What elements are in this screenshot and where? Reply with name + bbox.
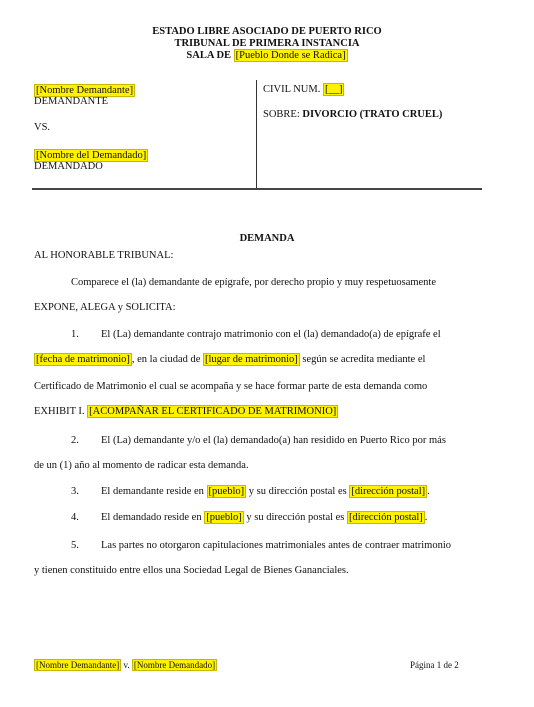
sobre-value: DIVORCIO (TRATO CRUEL) — [302, 109, 443, 120]
intro-paragraph-2: EXPONE, ALEGA y SOLICITA: — [34, 302, 176, 313]
sobre-line — [263, 109, 442, 120]
exhibit-label: EXHIBIT I. — [34, 406, 85, 417]
page-number: Página 1 de 2 — [410, 660, 459, 670]
document-title: DEMANDA — [239, 233, 295, 244]
p3-text2: y su dirección postal es — [248, 486, 347, 497]
plaintiff-label: DEMANDANTE — [34, 96, 109, 107]
p3-text1: El demandante reside en — [101, 486, 204, 497]
footer-caption — [34, 660, 217, 670]
p2-line1: El (La) demandante y/o el (la) demandado(a) han residido en Puerto Rico por más — [101, 435, 446, 446]
court-header-line1: ESTADO LIBRE ASOCIADO DE PUERTO RICO — [152, 26, 382, 37]
p4-number: 4. — [71, 512, 79, 523]
p3-line — [101, 486, 430, 497]
p4-period: . — [424, 512, 428, 523]
p5-line1: Las partes no otorgaron capitulaciones matrimoniales antes de contraer matrimonio — [101, 540, 451, 551]
p2-line2: de un (1) año al momento de radicar esta demanda. — [34, 460, 249, 471]
p1-mid-text: , en la ciudad de — [131, 354, 201, 365]
footer-defendant-field[interactable]: [Nombre Demandado] — [133, 660, 216, 670]
pueblo-field[interactable]: [Pueblo Donde se Radica] — [235, 50, 346, 61]
marriage-place-field[interactable]: [lugar de matrimonio] — [205, 354, 298, 365]
p1-number: 1. — [71, 329, 79, 340]
plaintiff-town-field[interactable]: [pueblo] — [208, 486, 245, 497]
caption-divider-vertical — [256, 80, 257, 188]
footer-v: v. — [123, 660, 130, 670]
exhibit-certificate-field[interactable]: [ACOMPAÑAR EL CERTIFICADO DE MATRIMONIO] — [89, 406, 337, 417]
civil-num-label: CIVIL NUM. — [263, 84, 321, 95]
vs-label: VS. — [34, 122, 51, 133]
p4-text2: y su dirección postal es — [246, 512, 345, 523]
p1-rest-text: según se acredita mediante el — [302, 354, 426, 365]
court-header-line2: TRIBUNAL DE PRIMERA INSTANCIA — [174, 38, 360, 49]
sala-label: SALA DE — [186, 50, 234, 61]
p4-line — [101, 512, 427, 523]
plaintiff-address-field[interactable]: [dirección postal] — [351, 486, 426, 497]
p1-line2 — [34, 354, 425, 365]
caption-divider-horizontal — [32, 188, 482, 190]
intro-paragraph: Comparece el (la) demandante de epígrafe, por derecho propio y muy respetuosamente — [71, 277, 437, 288]
plaintiff-name-field[interactable]: [Nombre Demandante] — [36, 85, 134, 96]
p2-number: 2. — [71, 435, 79, 446]
p1-line3: Certificado de Matrimonio el cual se acompaña y se hace formar parte de esta demanda como — [34, 381, 428, 392]
p3-number: 3. — [71, 486, 79, 497]
court-header-line3 — [0, 50, 534, 61]
salutation: AL HONORABLE TRIBUNAL: — [34, 250, 174, 261]
p4-text1: El demandado reside en — [101, 512, 202, 523]
defendant-town-field[interactable]: [pueblo] — [206, 512, 242, 523]
marriage-date-field[interactable]: [fecha de matrimonio] — [36, 354, 130, 365]
civil-num-field[interactable]: [__] — [324, 84, 343, 95]
p5-number: 5. — [71, 540, 79, 551]
footer-plaintiff-field[interactable]: [Nombre Demandante] — [36, 660, 120, 670]
p3-period: . — [427, 486, 430, 497]
sobre-label: SOBRE: — [263, 109, 300, 120]
defendant-address-field[interactable]: [dirección postal] — [349, 512, 423, 523]
civil-num-line — [263, 84, 344, 95]
defendant-label: DEMANDADO — [34, 161, 103, 172]
p1-line4 — [34, 406, 338, 417]
defendant-name-field[interactable]: [Nombre del Demandado] — [36, 150, 147, 161]
p1-line1: El (La) demandante contrajo matrimonio con el (la) demandado(a) de epígrafe el — [101, 329, 441, 340]
p5-line2: y tienen constituido entre ellos una Sociedad Legal de Bienes Gananciales. — [34, 565, 349, 576]
